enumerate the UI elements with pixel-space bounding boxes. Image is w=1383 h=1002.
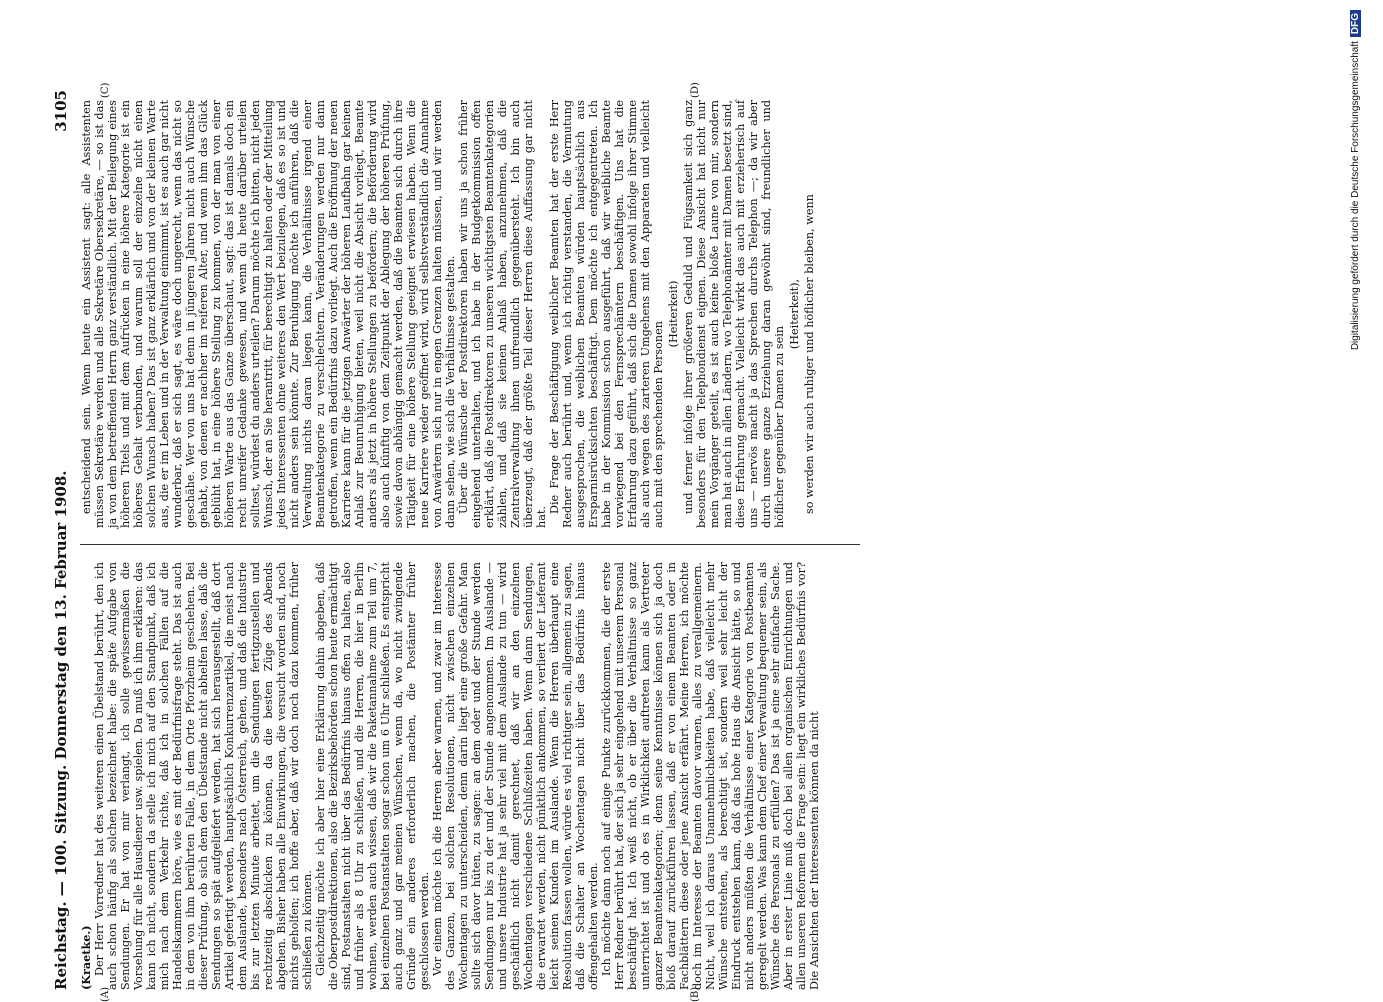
paragraph: entscheidend sein. Wenn heute ein Assistent sagt: alle Assistenten müssen Sekretäre werden und alle Sekretäre Obersekretäre, — so ist das ja von dem betreffenden Herrn ganz verständlich. Mit der Beilegung eines höheren Titels und mit dem Aufrücken in eine höhere Kategorie ist ein höheres Gehalt verbunden, und warum soll der einzelne nicht einen solchen Wunsch haben? Das ist ganz erklärlich und von der kleinen Warte aus, die er im Leben und in der Verwaltung einnimmt, ist es auch gar nicht wunderbar, daß er sich sagt, es wäre doch ungerecht, wenn das nicht so geschähe. Wer von uns hat denn in jüngeren Jahren nicht auch Wünsche gehabt, von denen er nachher im reiferen Alter, und wenn ihm das Glück geblüht hat, in eine höhere Stellung zu kommen, von der man von einer höheren Warte aus das Ganze überschaut, sagt: das ist damals doch ein recht unreifer Gedanke gewesen, und wenn du heute darüber urteilen solltest, würdest du anders urteilen? Darum möchte ich bitten, nicht jeden Wunsch, der an Sie herantritt, für berechtigt zu halten oder der Mitteilung jedes Interessenten ohne weiteres den Wert beizulegen, daß es so ist und nicht anders sein könnte. Zur Beruhigung möchte ich anführen, daß die Verwaltung nichts daran liegen kann, die Verhältnisse irgend einer Beamtenkategorie zu verschlechtern. Veränderungen werden nur dann getroffen, wenn ein Bedürfnis dazu vorliegt. Auch die Eröffnung der neuen Karriere kann für die jetzigen Anwärter der höheren Laufbahn gar keinen Anlaß zur Beunruhigung bieten, weil nicht die Absicht vorliegt, Beamte anders als jetzt in höhere Stellungen zu befördern; die Beförderung wird also auch künftig von dem Zeitpunkt der Ablegung der höheren Prüfung, sowie davon abhängig gemacht werden, daß die Beamten sich durch ihre Tätigkeit für eine höhere Stellung geeignet erwiesen haben. Wenn die neue Karriere wieder geöffnet wird, wird selbstverständlich die Annahme von Anwärtern sich nur in engen Grenzen halten müssen, und wir werden dann sehen, wie sich die Verhältnisse gestalten. (80, 100, 457, 528)
paragraph: Gleichzeitig möchte ich aber hier eine Erklärung dahin abgeben, daß die Oberpostdirektionen, also die Bezirksbehörden schon heute ermächtigt sind, Postanstalten nicht über das Bedürfnis hinaus offen zu halten, also und früher als 8 Uhr zu schließen, und die Herren, die hier in Berlin wohnen, werden auch wissen, daß wir die Paketannahme zum Teil um 7, bei einzelnen Postanstalten sogar schon um 6 Uhr schließen. Es entspricht auch ganz und gar meinen Wünschen, wenn da, wo nicht zwingende Gründe ein anderes erforderlich machen, die Postämter früher geschlossen werden. (314, 562, 431, 990)
paragraph: und ferner infolge ihrer größeren Geduld und Fügsamkeit sich ganz besonders für den Telephondienst eignen. Diese Ansicht hat nicht nur mein Vorgänger geteilt, es ist auch keine bloße Laune von mir, sondern man hat auch in allen Ländern, wo Telephonämter mit Damen besetzt sind, diese Erfahrung gemacht. Vielleicht wirkt das auch mit erzieherisch auf uns — nervös macht ja das Sprechen durchs Telephon —; da wir aber durch unsere ganze Erziehung daran gewöhnt sind, freundlicher und höflicher gegenüber Damen zu sein (682, 100, 786, 528)
paragraph: Vor einem möchte ich die Herren aber warnen, und zwar im Interesse des Ganzen, bei solchen Resolutionen, nicht zwischen einzelnen Wochentagen zu unterscheiden, denn darin liegt eine große Gefahr. Man sollte sich davor hüten, zu sagen: an dem oder und der Stunde werden Sendungen nur bis zu der und der Stunde angenommen. Im Auslande — und unsere Industrie hat ja sehr viel mit dem Auslande zu tun — wird geschäftlich nicht damit gerechnet, daß wir an den einzelnen Wochentagen verschiedene Schlußzeiten haben. Wenn dann Sendungen, die erwartet werden, nicht pünktlich ankommen, so verliert der Lieferant leicht seinen Kunden im Auslande. Wenn die Herren überhaupt eine Resolution fassen wollen, würde es viel richtiger sein, allgemein zu sagen, daß die Schalter an Wochentagen nicht über das Bedürfnis hinaus offengehalten werden. (431, 562, 600, 990)
paragraph: Ich möchte dann noch auf einige Punkte zurückkommen, die der erste Herr Redner berührt hat, der sich ja sehr eingehend mit unserem Personal beschäftigt hat. Ich weiß nicht, ob er über die Verhältnisse so ganz unterrichtet ist und ob es in Wirklichkeit auftreten kann als Vertreter ganzer Beamtenkategorien; denn seine Kenntnisse können sich ja doch bloß darauf zurückführen lassen, daß er von einem Beamten oder in Fachblättern diese oder jene Ansicht erfährt. Meine Herren, ich möchte doch im Interesse der Beamten davor warnen, alles zu verallgemeinern. Nicht, weil ich daraus Unannehmlichkeiten habe, daß vielleicht mehr Wünsche entstehen, als berechtigt ist, sondern weil sehr leicht der Eindruck entstehen kann, daß das hohe Haus die Ansicht hätte, so und nicht anders müßten die Verhältnisse einer Kategorie von Postbeamten geregelt werden. Was kann dem Chef einer Verwaltung bequemer sein, als Wünsche des Personals zu erfüllen? Das ist ja eine sehr einfache Sache. Aber in erster Linie muß doch bei allen organischen Einrichtungen und allen unseren Reformen die Frage sein: liegt ein wirkliches Bedürfnis vor? Die Ansichten der Interessenten können da nicht (600, 562, 821, 990)
running-header: Reichstag. — 100. Sitzung. Donnerstag den 13. Februar 1908. (52, 470, 70, 990)
column-divider (80, 544, 860, 545)
left-column (79, 562, 821, 990)
dfg-logo: DFG (1350, 10, 1361, 37)
speaker-label: (Kraetke.) (79, 925, 93, 990)
page-number: 3105 (52, 90, 70, 132)
credit-text: Digitalisierung gefördert durch die Deutsche Forschungsgemeinschaft (1350, 41, 1361, 351)
right-column (80, 100, 816, 528)
paragraph: Der Herr Vorredner hat des weiteren einen Übelstand berührt, den ich auch schon häufig als solchen bezeichnet habe: die späte Aufgabe von Sendungen. Er hat von mir verlangt, ich solle gewissermaßen die Vorsehung für alle Hausdiener usw. spielen. Da muß ich ihm erklären: das kann ich nicht, sondern da stelle ich mich auf den Standpunkt, daß ich mich nach dem Verkehr richte, daß ich in solchen Fällen auf die Handelskammern höre, wie es mit der Bedürfnisfrage steht. Das ist auch in dem von ihm berührten Falle, in dem Orte Pforzheim geschehen. Bei dieser Prüfung, ob sich dem den Übelstande nicht abhelfen lasse, daß die Sendungen so spät aufgeliefert werden, hat sich herausgestellt, daß dort Artikel gefertigt werden, hauptsächlich Konkurrenzartikel, die meist nach dem Auslande, besonders nach Österreich, gehen, und daß die Industrie bis zur letzten Minute arbeitet, um die Sendungen fertigzustellen und rechtzeitig abschicken zu können, da die besten Züge des Abends abgehen. Bisher haben alle Einwirkungen, die versucht worden sind, noch nichts geholfen; ich hoffe aber, daß wir doch noch dazu kommen, früher schließen zu können. (93, 562, 314, 990)
margin-marker-d: (D) (690, 82, 701, 98)
margin-marker-c: (C) (100, 82, 111, 98)
paragraph: so werden wir auch ruhiger und höflicher bleiben, wenn (803, 194, 816, 514)
page-header (52, 90, 74, 990)
interjection: (Heiterkeit) (667, 280, 680, 348)
interjection: (Heiterkeit), (788, 278, 801, 350)
paragraph: Über die Wünsche der Postdirektoren haben wir uns ja schon früher eingehend unterhalten, und ich habe in der Budgetkommission offen erklärt, daß die Postdirektoren zu unseren wichtigsten Beamtenkategorien zählen, und daß sie keinen Anlaß haben, anzunehmen, daß die Zentralverwaltung ihnen unfreundlich gegenübersteht. Ich bin auch überzeugt, daß der größte Teil dieser Herren diese Auffassung gar nicht hat. (457, 100, 548, 528)
margin-marker-a: (A) (100, 986, 111, 1002)
digitization-credit (1350, 10, 1361, 990)
margin-marker-b: (B) (690, 986, 701, 1002)
paragraph: Die Frage der Beschäftigung weiblicher Beamten hat der erste Herr Redner auch berührt und, wenn ich richtig verstanden, die Vermutung ausgesprochen, die weiblichen Beamten würden hauptsächlich aus Ersparnisrücksichten beschäftigt. Dem möchte ich entgegentreten. Ich habe in der Kommission schon ausgeführt, daß wir weibliche Beamte vorwiegend bei den Fernsprechämtern beschäftigen. Uns hat die Erfahrung dazu geführt, daß sich die Damen sowohl infolge ihrer Stimme als auch wegen des zarteren Umgehens mit den Apparaten und vielleicht auch mit den sprechenden Personen (548, 100, 665, 528)
